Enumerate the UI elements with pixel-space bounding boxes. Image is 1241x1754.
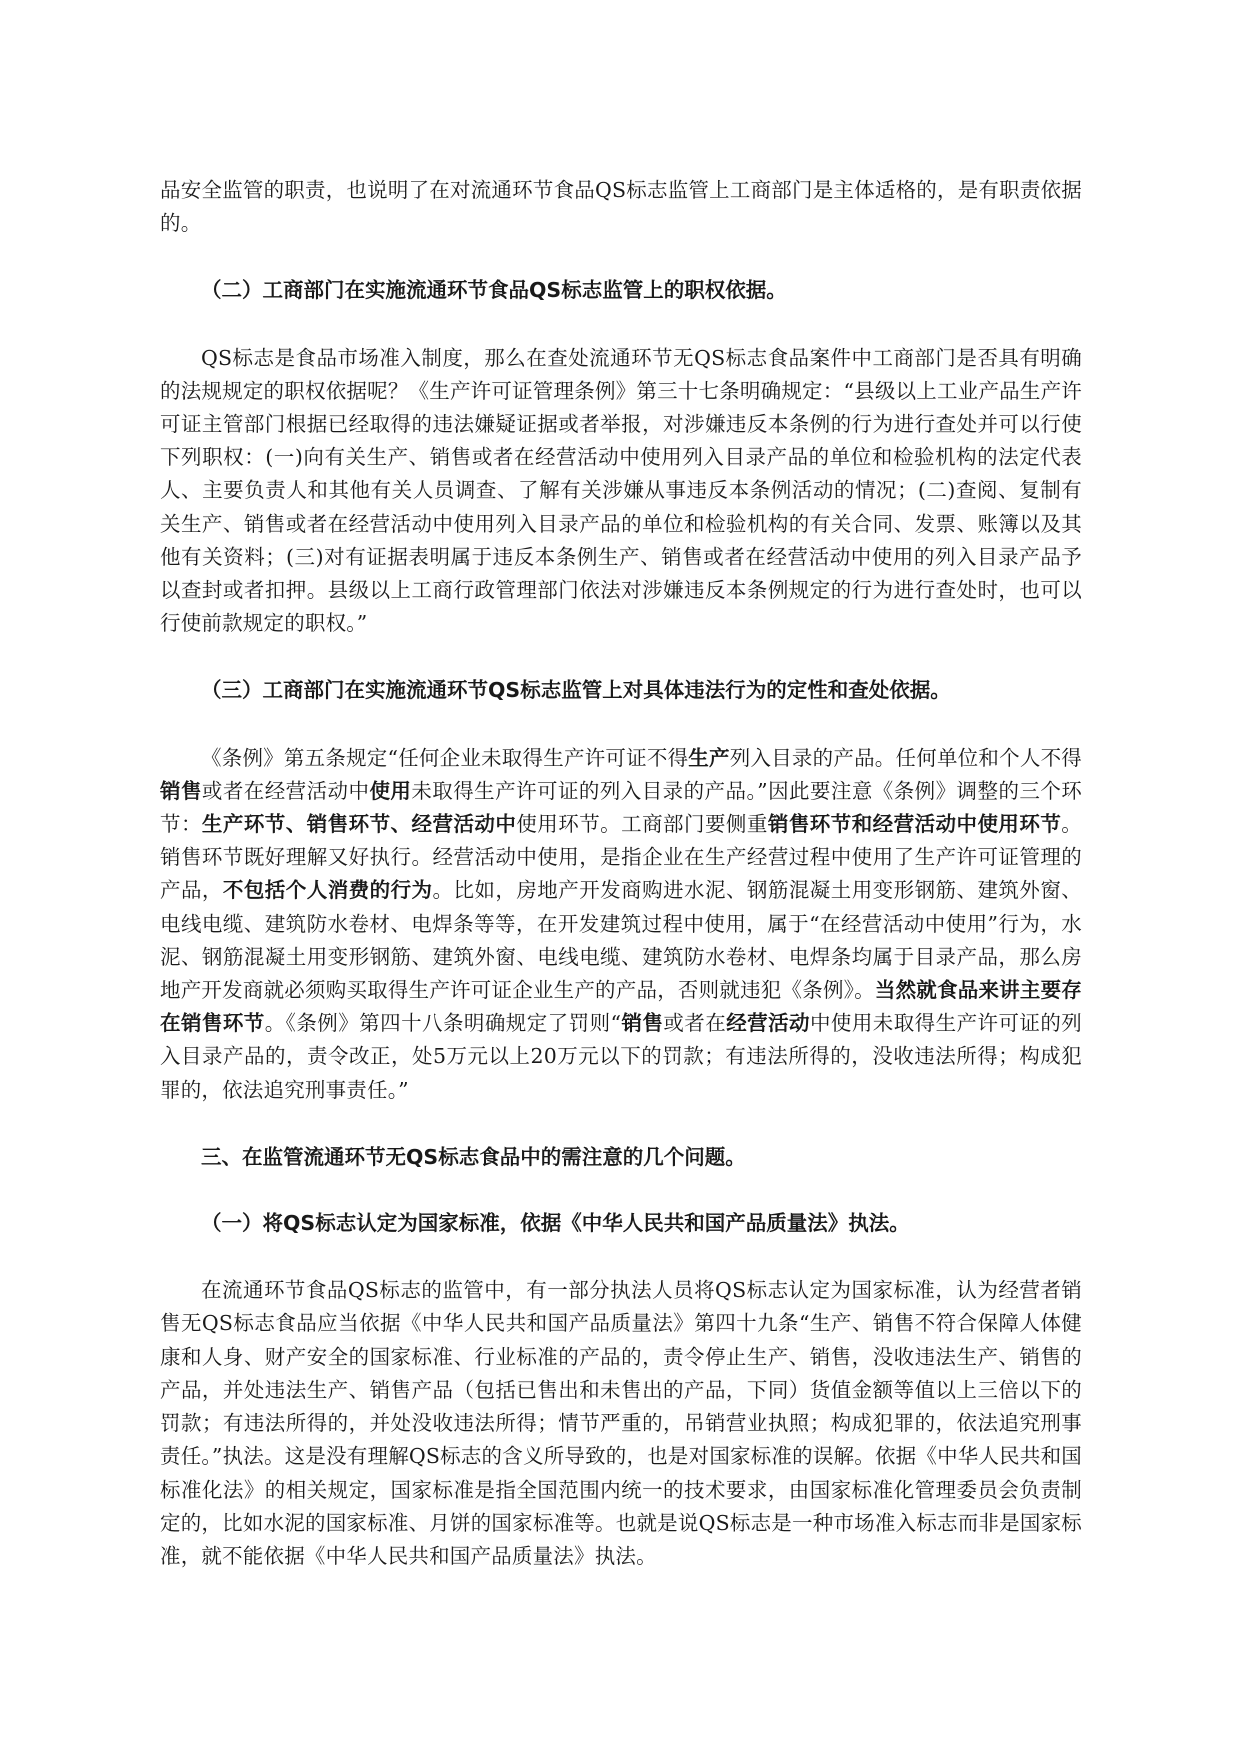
- paragraph-national-standard: 在流通环节食品QS标志的监管中，有一部分执法人员将QS标志认定为国家标准，认为经营者销售无QS标志食品应当依据《中华人民共和国产品质量法》第四十九条“生产、销售不符合保障人体健康和人身、财产安全的国家标准、行业标准的产品的，责令停止生产、销售，没收违法生产、销售的产品，并处违法生产、销售产品（包括已售出和未售出的产品，下同）货值金额等值以上三倍以下的罚款；有违法所得的，并处没收违法所得；情节严重的，吊销营业执照；构成犯罪的，依法追究刑事责任。”执法。这是没有理解QS标志的含义所导致的，也是对国家标准的误解。依据《中华人民共和国标准化法》的相关规定，国家标准是指全国范围内统一的技术要求，由国家标准化管理委员会负责制定的，比如水泥的国家标准、月饼的国家标准等。也就是说QS标志是一种市场准入标志而非是国家标准，就不能依据《中华人民共和国产品质量法》执法。: [160, 1278, 1082, 1568]
- heading-violation-basis: （三）工商部门在实施流通环节QS标志监管上对具体违法行为的定性和查处依据。: [201, 678, 951, 703]
- paragraph-authority-basis: QS标志是食品市场准入制度，那么在查处流通环节无QS标志食品案件中工商部门是否具有明确的法规规定的职权依据呢？《生产许可证管理条例》第三十七条明确规定：“县级以上工业产品生产许可证主管部门根据已经取得的违法嫌疑证据或者举报，对涉嫌违反本条例的行为进行查处并可以行使下列职权：(一)向有关生产、销售或者在经营活动中使用列入目录产品的单位和检验机构的法定代表人、主要负责人和其他有关人员调查、了解有关涉嫌从事违反本条例活动的情况；(二)查阅、复制有关生产、销售或者在经营活动中使用列入目录产品的单位和检验机构的有关合同、发票、账簿以及其他有关资料；(三)对有证据表明属于违反本条例生产、销售或者在经营活动中使用的列入目录产品予以查封或者扣押。县级以上工商行政管理部门依法对涉嫌违反本条例规定的行为进行查处时，也可以行使前款规定的职权。”: [160, 345, 1082, 636]
- document-page: [160, 174, 1082, 1573]
- heading-authority-basis: （二）工商部门在实施流通环节食品QS标志监管上的职权依据。: [201, 278, 787, 303]
- heading-national-standard: （一）将QS标志认定为国家标准，依据《中华人民共和国产品质量法》执法。: [201, 1211, 910, 1236]
- heading-section-three: 三、在监管流通环节无QS标志食品中的需注意的几个问题。: [201, 1144, 746, 1169]
- paragraph-continued: 品安全监管的职责，也说明了在对流通环节食品QS标志监管上工商部门是主体适格的，是有职责依据的。: [160, 178, 1082, 236]
- paragraph-violation-basis: 《条例》第五条规定“任何企业未取得生产许可证不得生产列入目录的产品。任何单位和个人不得销售或者在经营活动中使用未取得生产许可证的列入目录的产品。”因此要注意《条例》调整的三个环节：生产环节、销售环节、经营活动中使用环节。工商部门要侧重销售环节和经营活动中使用环节。销售环节既好理解又好执行。经营活动中使用，是指企业在生产经营过程中使用了生产许可证管理的产品，不包括个人消费的行为。比如，房地产开发商购进水泥、钢筋混凝土用变形钢筋、建筑外窗、电线电缆、建筑防水卷材、电焊条等等，在开发建筑过程中使用，属于“在经营活动中使用”行为，水泥、钢筋混凝土用变形钢筋、建筑外窗、电线电缆、建筑防水卷材、电焊条均属于目录产品，那么房地产开发商就必须购买取得生产许可证企业生产的产品，否则就违犯《条例》。当然就食品来讲主要存在销售环节。《条例》第四十八条明确规定了罚则“销售或者在经营活动中使用未取得生产许可证的列入目录产品的，责令改正，处5万元以上20万元以下的罚款；有违法所得的，没收违法所得；构成犯罪的，依法追究刑事责任。”: [160, 745, 1083, 1102]
